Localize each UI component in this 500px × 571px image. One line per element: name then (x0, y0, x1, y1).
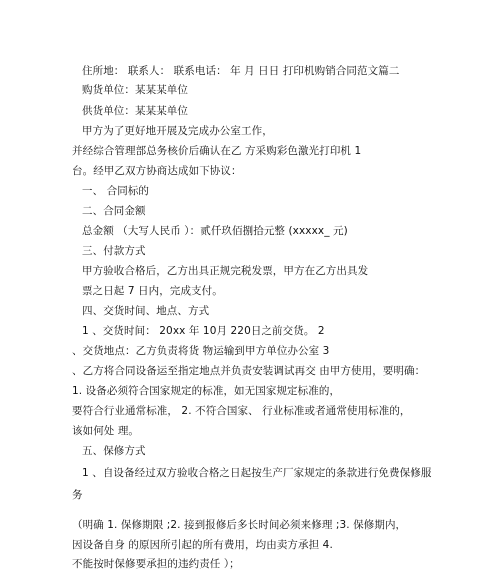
header-info-line: 住所地： 联系人： 联系电话： 年 月 日日 打印机购销合同范文篇二 (82, 65, 400, 77)
delivery-place-line: 、交货地点：乙方负责将货 物运输到甲方单位办公室 3 (72, 345, 330, 357)
supplier-line: 供货单位：某某某单位 (82, 105, 188, 117)
section-heading-1: 一、 合同标的 (82, 185, 150, 197)
purchaser-line: 购货单位：某某某单位 (82, 84, 188, 96)
section-heading-4: 四、交货时间、地点、方式 (82, 305, 210, 317)
paragraph-line: 票之日起 7 日内，完成支付。 (82, 285, 223, 297)
warranty-detail-line: 因设备自身 的原因所引起的所有费用，均由卖方承担 4. (72, 539, 333, 551)
section-heading-2: 二、合同金额 (82, 205, 146, 217)
warranty-detail-line: （明确 1. 保修期限 ;2. 接到报修后多长时间必须来修理 ;3. 保修期内， (72, 519, 407, 531)
paragraph-line: 并经综合管理部总务核价后确认在乙 方采购彩色激光打印机 1 (72, 145, 362, 157)
paragraph-line: 该如何处 理。 (72, 425, 140, 437)
paragraph-line: 务 (72, 489, 83, 501)
paragraph-line: 甲方为了更好地开展及完成办公室工作， (82, 125, 273, 137)
warranty-detail-line: 不能按时保修要承担的违约责任 ）； (72, 558, 240, 570)
warranty-line: 1 、自设备经过双方验收合格之日起按生产厂家规定的条款进行免费保修服 (82, 467, 432, 479)
paragraph-line: 甲方验收合格后，乙方出具正规完税发票，甲方在乙方出具发 (82, 265, 369, 277)
delivery-time-line: 1 、交货时间： 20xx 年 10月 220日之前交货。 2 (82, 325, 325, 337)
section-heading-3: 三、付款方式 (82, 245, 146, 257)
paragraph-line: 台。经甲乙双方协商达成如下协议： (72, 165, 242, 177)
delivery-method-line: 、乙方将合同设备运至指定地点并负责安装调试再交 由甲方使用，要明确： (72, 365, 426, 377)
section-heading-5: 五、保修方式 (82, 445, 146, 457)
standard-line: 要符合行业通常标准， 2. 不符合国家、 行业标准或者通常使用标准的， (72, 405, 411, 417)
total-amount-line: 总金额 （大写人民币 ）：贰仟玖佰捌拾元整 (xxxxx_ 元) (82, 225, 348, 237)
standard-line: 1. 设备必须符合国家规定的标准，如无国家规定标准的， (72, 385, 341, 397)
